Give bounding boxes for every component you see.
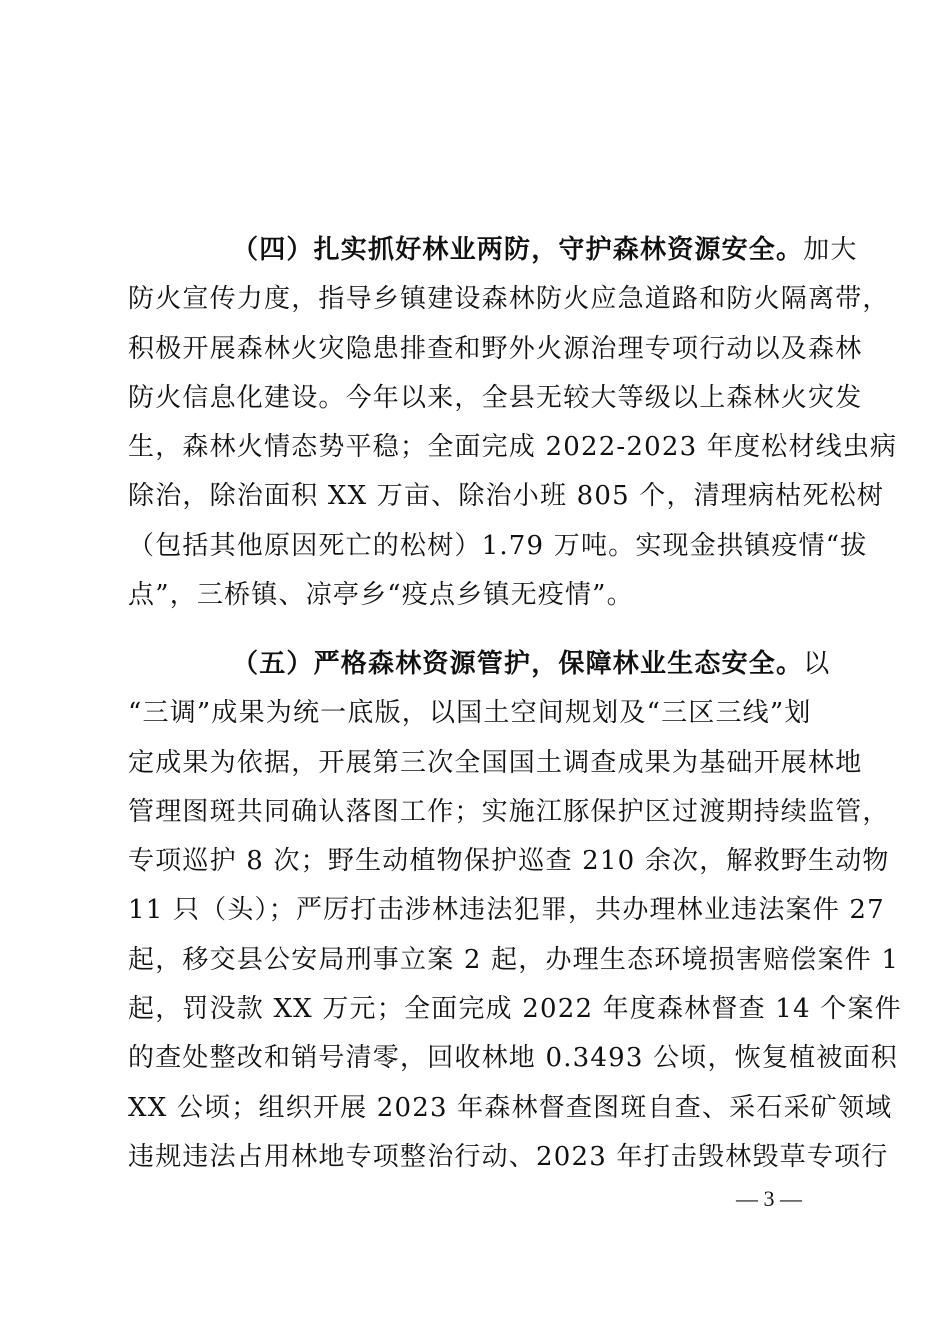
- section-4-line-1: 加大: [803, 235, 858, 265]
- section-5-heading: （五）严格森林资源管护，保障林业生态安全。: [232, 649, 804, 679]
- section-5-line-4: 管理图斑共同确认落图工作；实施江豚保护区过渡期持续监管，: [128, 796, 890, 827]
- section-4-heading: （四）扎实抓好林业两防，守护森林资源安全。: [232, 235, 804, 265]
- section-5-line-8: 起，罚没款 XX 万元；全面完成 2022 年度森林督查 14 个案件: [128, 994, 902, 1025]
- section-4-first-line: [128, 226, 858, 275]
- section-5-line-9: 的查处整改和销号清零，回收林地 0.3493 公顷，恢复植被面积: [128, 1043, 898, 1074]
- section-5-line-7: 起，移交县公安局刑事立案 2 起，办理生态环境损害赔偿案件 1: [128, 944, 900, 975]
- section-5-line-5: 专项巡护 8 次；野生动植物保护巡查 210 余次，解救野生动物: [128, 846, 890, 877]
- page-number: — 3 —: [736, 1186, 802, 1211]
- section-5-line-3: 定成果为依据，开展第三次全国国土调查成果为基础开展林地: [128, 747, 863, 778]
- section-5-paragraph: [128, 640, 902, 1182]
- section-5-line-1: 以: [803, 649, 831, 679]
- section-4-line-7: （包括其他原因死亡的松树）1.79 万吨。实现金拱镇疫情“拔: [128, 530, 868, 561]
- section-5-line-10: XX 公顷；组织开展 2023 年森林督查图斑自查、采石采矿领域: [128, 1092, 893, 1123]
- section-4-line-6: 除治，除治面积 XX 万亩、除治小班 805 个，清理病枯死松树: [128, 481, 885, 512]
- section-5-line-6: 11 只（头）；严厉打击涉林违法犯罪，共办理林业违法案件 27: [128, 895, 885, 926]
- section-4-paragraph: [128, 226, 898, 620]
- section-4-line-3: 积极开展森林火灾隐患排查和野外火源治理专项行动以及森林: [128, 333, 863, 364]
- section-5-first-line: [128, 640, 838, 689]
- section-4-line-2: 防火宣传力度，指导乡镇建设森林防火应急道路和防火隔离带，: [128, 284, 890, 315]
- section-5-line-2: “三调”成果为统一底版，以国土空间规划及“三区三线”划: [128, 698, 812, 729]
- section-4-line-4: 防火信息化建设。今年以来，全县无较大等级以上森林火灾发: [128, 382, 863, 413]
- section-4-line-5: 生，森林火情态势平稳；全面完成 2022-2023 年度松材线虫病: [128, 432, 898, 463]
- section-4-line-8: 点”，三桥镇、凉亭乡“疫点乡镇无疫情”。: [128, 580, 634, 611]
- section-5-line-11: 违规违法占用林地专项整治行动、2023 年打击毁林毁草专项行: [128, 1141, 889, 1172]
